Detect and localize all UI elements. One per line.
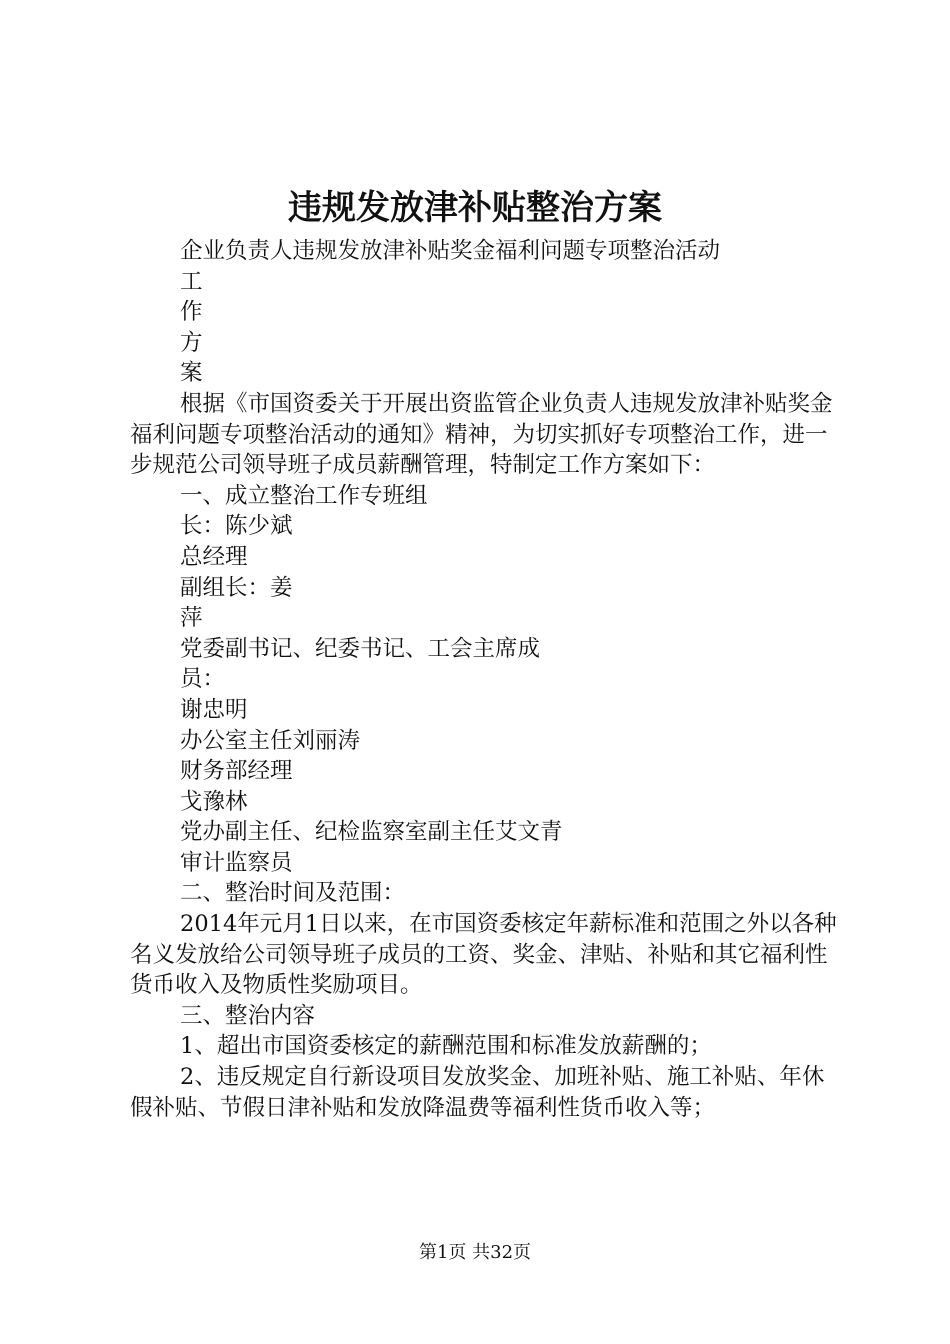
- list-item: 1、超出市国资委核定的薪酬范围和标准发放薪酬的；: [180, 1033, 712, 1060]
- text-line: 戈豫林: [180, 788, 248, 815]
- text-line: 萍: [180, 605, 203, 632]
- text-line: 财务部经理: [180, 758, 293, 785]
- text-line: 党委副书记、纪委书记、工会主席成: [180, 635, 541, 662]
- section-heading: 一、成立整治工作专班组: [180, 482, 428, 509]
- paragraph-intro: 根据《市国资委关于开展出资监管企业负责人违规发放津补贴奖金福利问题专项整治活动的通知》精神，为切实抓好专项整治工作，进一步规范公司领导班子成员薪酬管理，特制定工作方案如下：: [130, 390, 833, 479]
- text-line: 员：: [180, 666, 226, 693]
- section-heading: 二、整治时间及范围：: [180, 880, 406, 907]
- text-line: 副组长：姜: [180, 574, 293, 601]
- text-line: 企业负责人违规发放津补贴奖金福利问题专项整治活动: [180, 238, 721, 264]
- document-title: 违规发放津补贴整治方案: [288, 188, 662, 228]
- text-line: 谢忠明: [180, 696, 248, 723]
- text-line: 总经理: [180, 543, 248, 570]
- text-line: 案: [180, 360, 203, 387]
- text-line: 审计监察员: [180, 849, 293, 876]
- text-line: 作: [180, 299, 203, 326]
- list-item: 2、违反规定自行新设项目发放奖金、加班补贴、施工补贴、年休假补贴、节假日津补贴和发放降温费等福利性货币收入等；: [130, 1064, 825, 1121]
- page-footer: 第1页 共32页: [418, 1242, 532, 1263]
- text-line: 党办副主任、纪检监察室副主任艾文青: [180, 819, 563, 846]
- paragraph-scope: 2014年元月1日以来，在市国资委核定年薪标准和范围之外以各种名义发放给公司领导班子成员的工资、奖金、津贴、补贴和其它福利性货币收入及物质性奖励项目。: [130, 911, 837, 999]
- document-body: [130, 236, 840, 1123]
- text-line: 工: [180, 268, 203, 295]
- text-line: 方: [180, 329, 203, 356]
- section-heading: 三、整治内容: [180, 1002, 316, 1029]
- text-line: 长：陈少斌: [180, 513, 293, 540]
- text-line: 办公室主任刘丽涛: [180, 727, 361, 754]
